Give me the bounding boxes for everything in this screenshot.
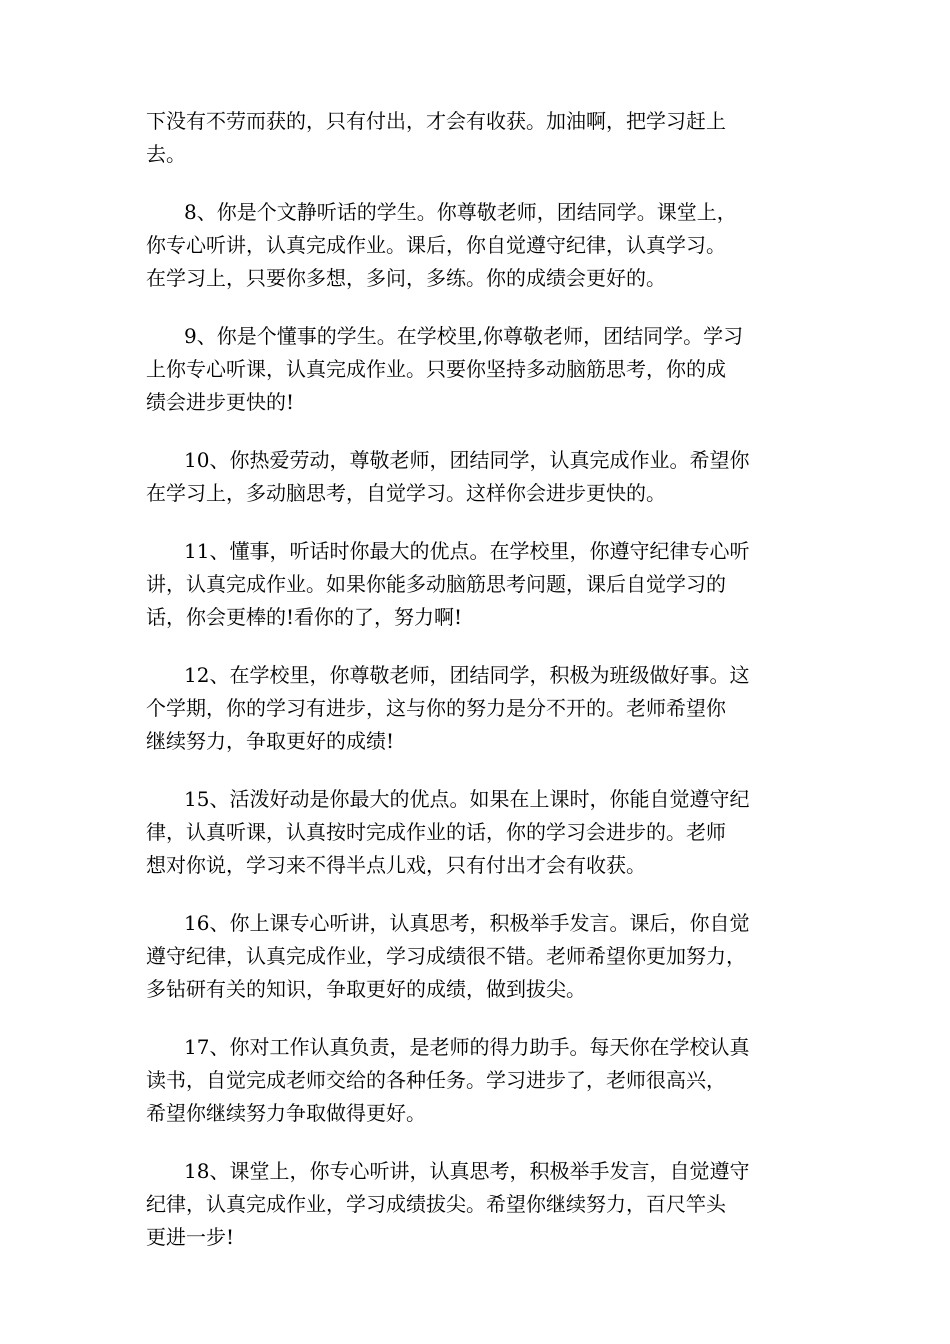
text-line: 想对你说，学习来不得半点儿戏，只有付出才会有收获。: [146, 853, 646, 877]
text-line: 多钻研有关的知识，争取更好的成绩，做到拔尖。: [146, 977, 586, 1001]
text-line: 10、你热爱劳动，尊敬老师，团结同学，认真完成作业。希望你: [184, 448, 750, 472]
text-line: 更进一步!: [146, 1225, 235, 1249]
text-line: 下没有不劳而获的，只有付出，才会有收获。加油啊，把学习赶上: [146, 109, 726, 133]
text-line: 在学习上，只要你多想，多问，多练。你的成绩会更好的。: [146, 266, 666, 290]
comment-item-17: [146, 1031, 826, 1130]
text-line: 话，你会更棒的!看你的了，努力啊!: [146, 605, 463, 629]
text-line: 个学期，你的学习有进步，这与你的努力是分不开的。老师希望你: [146, 696, 726, 720]
comment-item-18: [146, 1155, 826, 1254]
comment-item-9: [146, 320, 826, 419]
text-line: 17、你对工作认真负责，是老师的得力助手。每天你在学校认真: [184, 1035, 750, 1059]
text-line: 律，认真听课，认真按时完成作业的话，你的学习会进步的。老师: [146, 820, 726, 844]
document-body: [146, 105, 826, 1279]
text-line: 绩会进步更快的!: [146, 390, 295, 414]
text-line: 纪律，认真完成作业，学习成绩拔尖。希望你继续努力，百尺竿头: [146, 1192, 726, 1216]
text-line: 遵守纪律，认真完成作业，学习成绩很不错。老师希望你更加努力，: [146, 944, 746, 968]
comment-item-16: [146, 907, 826, 1006]
comment-item-11: [146, 535, 826, 634]
text-line: 8、你是个文静听话的学生。你尊敬老师，团结同学。课堂上，: [184, 200, 737, 224]
paragraph-continuation: [146, 105, 826, 171]
text-line: 16、你上课专心听讲，认真思考，积极举手发言。课后，你自觉: [184, 911, 750, 935]
text-line: 在学习上，多动脑思考，自觉学习。这样你会进步更快的。: [146, 481, 666, 505]
text-line: 12、在学校里，你尊敬老师，团结同学，积极为班级做好事。这: [184, 663, 750, 687]
comment-item-12: [146, 659, 826, 758]
text-line: 希望你继续努力争取做得更好。: [146, 1101, 426, 1125]
comment-item-10: [146, 444, 826, 510]
text-line: 读书，自觉完成老师交给的各种任务。学习进步了，老师很高兴，: [146, 1068, 726, 1092]
text-line: 上你专心听课，认真完成作业。只要你坚持多动脑筋思考，你的成: [146, 357, 726, 381]
text-line: 继续努力，争取更好的成绩!: [146, 729, 395, 753]
text-line: 18、课堂上，你专心听讲，认真思考，积极举手发言，自觉遵守: [184, 1159, 750, 1183]
text-line: 11、懂事，听话时你最大的优点。在学校里，你遵守纪律专心听: [184, 539, 750, 563]
comment-item-8: [146, 196, 826, 295]
text-line: 去。: [146, 142, 186, 166]
comment-item-15: [146, 783, 826, 882]
text-line: 你专心听讲，认真完成作业。课后，你自觉遵守纪律，认真学习。: [146, 233, 726, 257]
text-line: 15、活泼好动是你最大的优点。如果在上课时，你能自觉遵守纪: [184, 787, 750, 811]
text-line: 9、你是个懂事的学生。在学校里,你尊敬老师，团结同学。学习: [184, 324, 744, 348]
text-line: 讲，认真完成作业。如果你能多动脑筋思考问题，课后自觉学习的: [146, 572, 726, 596]
